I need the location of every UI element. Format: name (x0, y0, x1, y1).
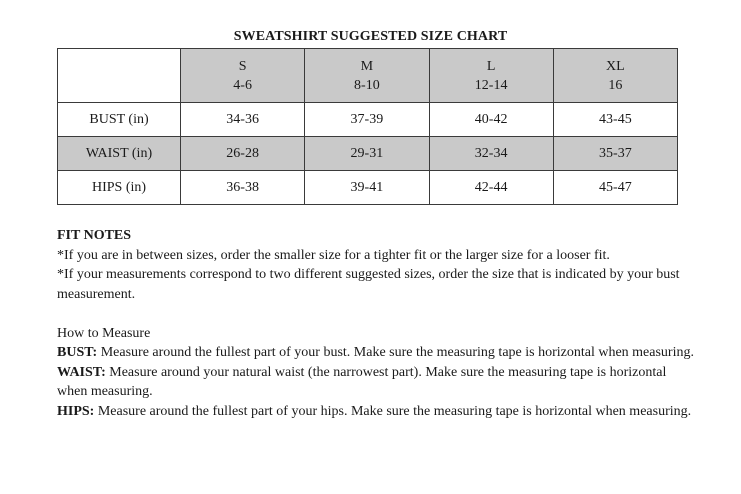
table-cell: 42-44 (429, 171, 553, 205)
table-row-waist (58, 137, 678, 171)
notes-section (57, 226, 697, 421)
table-cell: 26-28 (181, 137, 305, 171)
table-cell: 43-45 (553, 103, 677, 137)
measure-item-waist (57, 363, 697, 402)
table-cell: 34-36 (181, 103, 305, 137)
measure-label: HIPS: (57, 403, 95, 419)
size-label: XL (606, 58, 625, 74)
table-cell: 29-31 (305, 137, 429, 171)
size-range: 12-14 (474, 77, 508, 93)
table-row-bust (58, 103, 678, 137)
measure-item-bust (57, 343, 697, 363)
chart-title: SWEATSHIRT SUGGESTED SIZE CHART (233, 29, 508, 44)
measure-text: Measure around your natural waist (the narrowest part). Make sure the measuring tape is horizontal when measuring. (57, 364, 667, 399)
table-cell: 45-47 (553, 171, 677, 205)
table-cell: 40-42 (429, 103, 553, 137)
table-cell: 39-41 (305, 171, 429, 205)
fit-note-item: *If your measurements correspond to two different suggested sizes, order the size that is indicated by your bust measurement. (57, 267, 680, 302)
measure-label: WAIST: (57, 364, 106, 380)
measure-text: Measure around the fullest part of your hips. Make sure the measuring tape is horizontal when measuring. (94, 403, 692, 419)
size-header-m (305, 49, 429, 103)
fit-note-item: *If you are in between sizes, order the smaller size for a tighter fit or the larger size for a looser fit. (57, 247, 610, 263)
table-row-hips (58, 171, 678, 205)
size-range: 4-6 (233, 77, 252, 93)
row-label: BUST (in) (58, 103, 181, 137)
size-header-row (58, 49, 678, 103)
size-label: L (486, 58, 496, 74)
size-chart-table (57, 48, 678, 205)
size-range: 16 (608, 77, 623, 93)
row-label: WAIST (in) (58, 137, 181, 171)
size-header-l (429, 49, 553, 103)
table-cell: 37-39 (305, 103, 429, 137)
size-header-xl (553, 49, 677, 103)
row-label: HIPS (in) (58, 171, 181, 205)
size-header-s (181, 49, 305, 103)
section-spacer (57, 304, 697, 324)
size-range: 8-10 (354, 77, 380, 93)
measure-text: Measure around the fullest part of your bust. Make sure the measuring tape is horizontal when measuring. (97, 345, 694, 360)
size-label: S (238, 58, 247, 74)
table-cell: 35-37 (553, 137, 677, 171)
table-cell: 36-38 (181, 171, 305, 205)
table-cell: 32-34 (429, 137, 553, 171)
header-empty-cell (58, 49, 181, 103)
measure-item-hips (57, 402, 697, 422)
fit-notes-heading: FIT NOTES (57, 228, 132, 243)
size-label: M (360, 58, 374, 74)
measure-label: BUST: (57, 345, 98, 360)
how-to-measure-heading: How to Measure (57, 325, 151, 341)
